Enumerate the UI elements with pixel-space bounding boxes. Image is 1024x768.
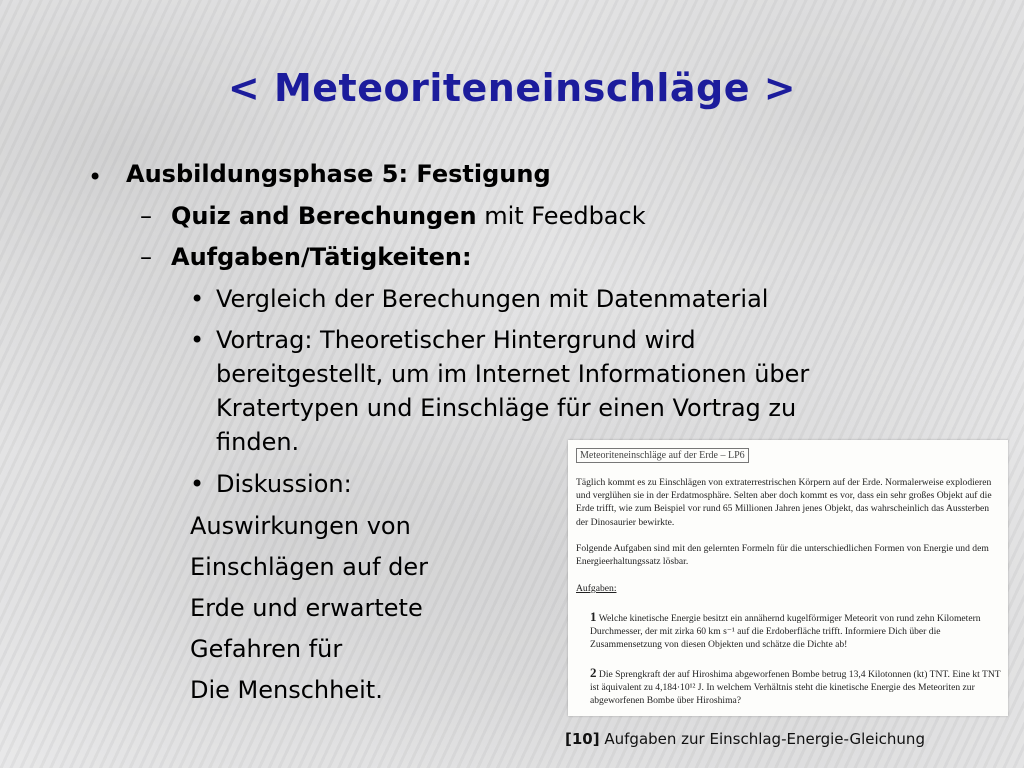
sub-bullet-1-rest: mit Feedback [484, 202, 646, 230]
sub-bullet-1 [171, 202, 646, 230]
task-1-text: Welche kinetische Energie besitzt ein annähernd kugelförmiger Meteorit von rund zehn Kilometern Durchmesser, der mit zirka 60 km s⁻¹ auf die Erdoberfläche trifft. Informiere Dich über die Zusammensetzung von diesen Objekten und schätze die Dichte ab! [590, 613, 981, 651]
caption-reference: [10] [565, 730, 600, 748]
document-tasks-label: Aufgaben: [576, 583, 617, 594]
task-1-number: 1 [590, 609, 597, 624]
dash-marker: – [140, 202, 152, 230]
item-3: Diskussion: [216, 470, 352, 498]
document-task-2 [590, 666, 1002, 708]
task-2-text: Die Sprengkraft der auf Hiroshima abgeworfenen Bombe betrug 13,4 Kilotonnen (kt) TNT. Eine kt TNT ist äquivalent zu 4,184·10¹² J. In welchem Verhältnis steht die kinetische Energie des Meteoriten zur abgeworfenen Bombe über Hiroshima? [590, 669, 1001, 707]
task-2-number: 2 [590, 665, 597, 680]
document-paragraph-2: Folgende Aufgaben sind mit den gelernten Formeln für die unterschiedlichen Formen von Energie und dem Energieerhaltungssatz lösbar. [576, 543, 989, 568]
image-caption [565, 730, 925, 748]
document-task-1 [590, 610, 1002, 652]
document-header: Meteoriteneinschläge auf der Erde – LP6 [576, 448, 749, 463]
bullet-dot: • [190, 285, 205, 313]
item-1: Vergleich der Berechungen mit Datenmaterial [216, 285, 769, 313]
dash-marker: – [140, 243, 152, 271]
item-3-continuation: Erde und erwartete [190, 594, 423, 622]
bullet-level1: Ausbildungsphase 5: Festigung [126, 160, 551, 188]
bullet-dot: • [190, 470, 205, 498]
item-3-continuation: Gefahren für [190, 635, 343, 663]
item-2-line-3: Kratertypen und Einschläge für einen Vortrag zu [216, 394, 797, 422]
slide-title: < Meteoriteneinschläge > [227, 66, 797, 110]
bullet-dot: • [88, 163, 103, 191]
caption-text: Aufgaben zur Einschlag-Energie-Gleichung [604, 730, 925, 748]
item-2-line-1: Vortrag: Theoretischer Hintergrund wird [216, 326, 696, 354]
item-3-continuation: Auswirkungen von [190, 512, 411, 540]
item-3-continuation: Einschlägen auf der [190, 553, 429, 581]
document-paragraph-1: Täglich kommt es zu Einschlägen von extraterrestrischen Körpern auf der Erde. Normalerweise explodieren und verglühen sie in der Erdatmosphäre. Selten aber doch kommt es vor, dass ein sehr großes Objekt auf die Erde trifft, wie zum Beispiel vor rund 65 Millionen Jahren jenes Objekt, das wahrscheinlich das Aussterben der Dinosaurier bewirkte. [576, 477, 992, 528]
sub-bullet-2: Aufgaben/Tätigkeiten: [171, 243, 472, 271]
item-2-line-2: bereitgestellt, um im Internet Informationen über [216, 360, 810, 388]
sub-bullet-1-bold: Quiz and Berechungen [171, 202, 477, 230]
item-2-line-4: finden. [216, 428, 300, 456]
bullet-dot: • [190, 326, 205, 354]
item-3-continuation: Die Menschheit. [190, 676, 383, 704]
document-image [568, 440, 1008, 716]
